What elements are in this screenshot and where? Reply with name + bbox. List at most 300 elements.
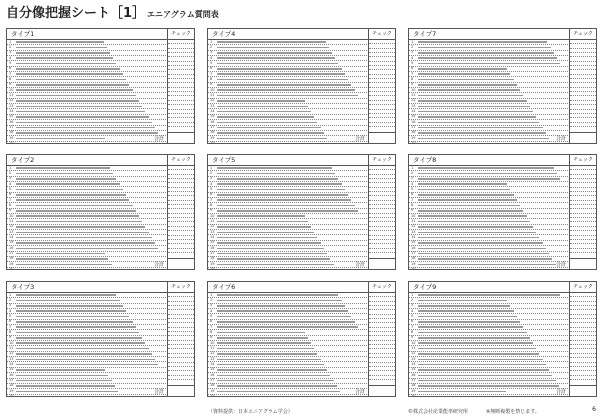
question-number: 2 (9, 170, 12, 175)
question-text-line (16, 178, 116, 180)
question-number: 1 (9, 292, 12, 297)
question-list (208, 293, 369, 397)
question-text-line (217, 194, 348, 196)
question-text-line (418, 332, 527, 334)
question-number: 6 (9, 66, 12, 71)
question-number: 11 (210, 345, 215, 350)
question-text-line (418, 264, 556, 266)
question-number: 3 (210, 50, 213, 55)
question-text-line (217, 210, 358, 212)
question-number: 5 (9, 60, 12, 65)
question-number: 12 (9, 351, 14, 356)
question-text-line (418, 215, 527, 217)
question-row (208, 268, 369, 270)
question-text-line (16, 310, 126, 312)
question-number: 5 (9, 186, 12, 191)
question-number: 13 (411, 103, 416, 108)
question-text-line (217, 167, 332, 169)
question-text-line (418, 89, 520, 91)
check-column-header: チェック (167, 282, 194, 292)
question-text-line (16, 89, 133, 91)
question-number: 20 (210, 394, 215, 397)
type-panel (207, 28, 396, 144)
question-number: 19 (411, 135, 416, 140)
question-text-line (418, 41, 547, 43)
question-number: 16 (210, 245, 215, 250)
total-label: 合計 (153, 136, 164, 142)
question-text-line (16, 385, 115, 387)
question-number: 12 (9, 98, 14, 103)
question-list (7, 40, 168, 144)
question-text-line (217, 173, 335, 175)
question-number: 18 (210, 383, 215, 388)
question-text-line (16, 253, 105, 255)
check-column (368, 293, 395, 386)
question-text-line (16, 111, 145, 113)
question-text-line (418, 189, 510, 191)
question-text-line (418, 95, 523, 97)
question-number: 13 (9, 229, 14, 234)
question-text-line (16, 116, 149, 118)
panel-type-name: タイプ7 (413, 30, 437, 38)
question-number: 1 (9, 39, 12, 44)
question-text-line (418, 79, 514, 81)
question-text-line (418, 316, 517, 318)
question-text-line (16, 237, 152, 239)
total-box[interactable] (569, 258, 596, 269)
question-text-line (217, 226, 311, 228)
question-list (208, 166, 369, 270)
question-number: 10 (411, 340, 416, 345)
question-text-line (217, 52, 332, 54)
question-number: 1 (9, 165, 12, 170)
question-number: 4 (9, 55, 12, 60)
question-text-line (217, 369, 327, 371)
question-text-line (418, 380, 556, 382)
panel-header (7, 282, 194, 293)
question-text-line (217, 106, 308, 108)
question-number: 10 (9, 87, 14, 92)
check-column (368, 40, 395, 133)
question-number: 7 (210, 324, 213, 329)
question-text-line (16, 173, 113, 175)
question-text-line (418, 143, 552, 144)
question-number: 7 (210, 71, 213, 76)
question-number: 18 (411, 130, 416, 135)
type-panel (207, 154, 396, 270)
question-text-line (16, 369, 105, 371)
question-number: 2 (411, 170, 414, 175)
question-number: 17 (411, 125, 416, 129)
total-label: 合計 (555, 389, 566, 395)
question-text-line (217, 100, 305, 102)
question-text-line (217, 364, 324, 366)
question-number: 3 (411, 50, 414, 55)
panel-type-name: タイプ9 (413, 283, 437, 291)
question-text-line (418, 253, 549, 255)
question-number: 4 (9, 308, 12, 313)
question-number: 15 (9, 114, 14, 119)
question-text-line (217, 232, 314, 234)
question-number: 3 (411, 176, 414, 181)
question-text-line (217, 116, 314, 118)
question-text-line (418, 167, 554, 169)
question-text-line (217, 79, 348, 81)
question-number: 3 (9, 176, 12, 181)
check-cell[interactable] (369, 249, 395, 253)
question-number: 8 (210, 76, 213, 81)
panel-header (409, 155, 596, 166)
panel-type-name: タイプ8 (413, 156, 437, 164)
question-list (208, 40, 369, 144)
question-number: 9 (411, 82, 414, 87)
check-cell[interactable] (570, 249, 596, 253)
question-number: 14 (411, 234, 416, 239)
question-text-line (16, 52, 110, 54)
question-number: 16 (9, 119, 14, 124)
question-number: 3 (9, 303, 12, 308)
question-number: 4 (411, 308, 414, 313)
question-row (409, 395, 570, 397)
question-number: 14 (411, 361, 416, 366)
question-text-line (16, 242, 155, 244)
question-row (208, 395, 369, 397)
question-list (409, 40, 570, 144)
question-text-line (418, 364, 546, 366)
question-number: 7 (9, 324, 12, 329)
question-text-line (418, 305, 510, 307)
type-panel (6, 154, 195, 270)
question-text-line (418, 106, 530, 108)
question-text-line (16, 199, 129, 201)
question-text-line (217, 89, 355, 91)
question-number: 20 (411, 141, 416, 144)
question-number: 1 (411, 292, 414, 297)
question-text-line (418, 321, 520, 323)
panel-header (208, 282, 395, 293)
question-number: 18 (9, 130, 14, 135)
question-number: 15 (210, 367, 215, 372)
footer-copyright: ©株式会社産業能率研究所 (408, 409, 469, 415)
question-text-line (418, 359, 543, 361)
question-text-line (418, 63, 560, 65)
question-number: 3 (210, 303, 213, 308)
type-panel (408, 154, 597, 270)
question-number: 18 (9, 383, 14, 388)
question-list (7, 166, 168, 270)
question-text-line (217, 253, 327, 255)
question-number: 6 (411, 66, 414, 71)
question-text-line (217, 63, 338, 65)
question-text-line (16, 41, 104, 43)
question-text-line (418, 294, 560, 296)
question-number: 8 (9, 76, 12, 81)
question-number: 17 (210, 125, 215, 129)
question-text-line (418, 173, 557, 175)
question-number: 7 (210, 197, 213, 202)
question-number: 16 (9, 372, 14, 377)
question-text-line (217, 242, 321, 244)
question-number: 6 (210, 319, 213, 324)
question-text-line (418, 310, 514, 312)
question-text-line (217, 300, 342, 302)
question-text-line (16, 391, 118, 393)
question-text-line (16, 84, 129, 86)
question-number: 12 (9, 224, 14, 229)
question-text-line (418, 57, 557, 59)
question-text-line (217, 237, 317, 239)
question-number: 14 (9, 108, 14, 113)
question-text-line (418, 132, 546, 134)
question-number: 9 (9, 335, 12, 340)
question-number: 8 (210, 329, 213, 334)
question-text-line (16, 167, 110, 169)
question-row (208, 142, 369, 144)
question-number: 13 (210, 356, 215, 361)
panel-type-name: タイプ6 (212, 283, 236, 291)
question-number: 16 (210, 119, 215, 124)
question-number: 9 (210, 82, 213, 87)
question-number: 8 (411, 76, 414, 81)
question-number: 7 (9, 71, 12, 76)
panel-type-name: タイプ3 (11, 283, 35, 291)
question-number: 8 (210, 202, 213, 207)
question-number: 15 (411, 240, 416, 245)
total-box[interactable] (167, 258, 194, 269)
check-column-header: チェック (569, 155, 596, 165)
question-text-line (217, 205, 355, 207)
total-box[interactable] (167, 385, 194, 396)
question-number: 7 (411, 324, 414, 329)
total-box[interactable] (167, 132, 194, 143)
question-text-line (217, 326, 358, 328)
question-text-line (217, 396, 343, 397)
type-panel (6, 281, 195, 397)
question-number: 13 (9, 356, 14, 361)
question-number: 1 (411, 39, 414, 44)
question-number: 6 (411, 192, 414, 197)
check-column-header: チェック (569, 282, 596, 292)
question-text-line (418, 194, 514, 196)
question-text-line (16, 205, 133, 207)
question-text-line (418, 337, 530, 339)
question-number: 8 (9, 202, 12, 207)
question-number: 7 (411, 197, 414, 202)
question-number: 10 (411, 87, 416, 92)
question-number: 19 (411, 261, 416, 266)
question-text-line (16, 326, 136, 328)
question-text-line (217, 380, 334, 382)
question-text-line (418, 391, 506, 393)
question-number: 11 (9, 218, 14, 223)
total-box[interactable] (569, 385, 596, 396)
question-text-line (217, 122, 317, 124)
question-number: 20 (9, 394, 14, 397)
question-text-line (16, 321, 133, 323)
question-text-line (418, 226, 533, 228)
question-text-line (217, 332, 305, 334)
check-cell[interactable] (369, 376, 395, 380)
question-text-line (418, 258, 552, 260)
question-text-line (16, 100, 139, 102)
question-text-line (16, 143, 108, 144)
check-column-header: チェック (368, 155, 395, 165)
question-number: 14 (9, 361, 14, 366)
panel-type-name: タイプ1 (11, 30, 35, 38)
question-number: 17 (210, 251, 215, 255)
question-number: 9 (411, 208, 414, 213)
question-text-line (217, 127, 321, 129)
question-number: 10 (210, 87, 215, 92)
question-number: 8 (9, 329, 12, 334)
question-number: 6 (9, 192, 12, 197)
question-row (409, 268, 570, 270)
question-text-line (16, 68, 120, 70)
total-label: 合計 (153, 389, 164, 395)
panel-header (7, 155, 194, 166)
check-cell[interactable] (570, 376, 596, 380)
panel-type-name: タイプ4 (212, 30, 236, 38)
check-column (569, 166, 596, 259)
question-number: 4 (210, 308, 213, 313)
question-number: 16 (411, 245, 416, 250)
question-number: 5 (411, 186, 414, 191)
question-text-line (16, 316, 129, 318)
question-text-line (217, 95, 358, 97)
question-text-line (16, 342, 145, 344)
question-number: 14 (210, 234, 215, 239)
question-text-line (217, 385, 337, 387)
question-number: 4 (411, 181, 414, 186)
question-number: 4 (9, 181, 12, 186)
question-text-line (16, 63, 116, 65)
question-text-line (16, 364, 158, 366)
total-box[interactable] (368, 258, 395, 269)
question-number: 13 (210, 229, 215, 234)
question-text-line (217, 68, 342, 70)
question-text-line (418, 248, 546, 250)
question-text-line (16, 95, 136, 97)
question-text-line (16, 132, 158, 134)
question-text-line (16, 396, 121, 397)
question-number: 10 (210, 340, 215, 345)
question-number: 2 (9, 297, 12, 302)
question-text-line (16, 127, 155, 129)
question-number: 11 (210, 92, 215, 97)
question-number: 15 (210, 240, 215, 245)
question-number: 5 (9, 313, 12, 318)
question-text-line (217, 111, 311, 113)
check-column (569, 40, 596, 133)
question-text-line (16, 210, 136, 212)
type-panel (207, 281, 396, 397)
question-number: 19 (9, 135, 14, 140)
question-number: 4 (210, 55, 213, 60)
check-cell[interactable] (168, 123, 194, 127)
question-number: 5 (411, 60, 414, 65)
question-text-line (217, 258, 330, 260)
question-text-line (418, 47, 551, 49)
question-number: 16 (210, 372, 215, 377)
question-number: 20 (411, 394, 416, 397)
check-column-header: チェック (167, 29, 194, 39)
check-cell[interactable] (168, 249, 194, 253)
question-number: 7 (9, 197, 12, 202)
check-cell[interactable] (570, 123, 596, 127)
question-number: 13 (210, 103, 215, 108)
question-number: 15 (9, 240, 14, 245)
footer-notice: ※無断複製を禁じます。 (486, 409, 540, 415)
question-text-line (418, 385, 559, 387)
question-number: 9 (9, 82, 12, 87)
question-number: 20 (9, 267, 14, 270)
question-text-line (16, 47, 107, 49)
total-label: 合計 (555, 136, 566, 142)
question-number: 6 (411, 319, 414, 324)
question-number: 2 (210, 170, 213, 175)
question-number: 18 (411, 383, 416, 388)
question-number: 5 (210, 186, 213, 191)
question-text-line (418, 237, 539, 239)
question-text-line (16, 189, 123, 191)
question-number: 15 (411, 367, 416, 372)
question-number: 19 (210, 261, 215, 266)
panel-header (409, 29, 596, 40)
total-box[interactable] (368, 132, 395, 143)
question-text-line (217, 264, 334, 266)
total-box[interactable] (368, 385, 395, 396)
question-number: 18 (411, 256, 416, 261)
check-column (167, 40, 194, 133)
question-text-line (217, 84, 351, 86)
question-number: 14 (9, 234, 14, 239)
question-text-line (217, 375, 330, 377)
panel-type-name: タイプ2 (11, 156, 35, 164)
question-text-line (217, 391, 340, 393)
question-number: 15 (210, 114, 215, 119)
question-text-line (16, 138, 105, 140)
question-text-line (418, 52, 554, 54)
page-title (6, 2, 219, 21)
question-number: 16 (411, 372, 416, 377)
check-cell[interactable] (168, 376, 194, 380)
question-number: 14 (210, 108, 215, 113)
page-number: 6 (592, 406, 596, 413)
panel-header (208, 29, 395, 40)
check-cell[interactable] (369, 123, 395, 127)
question-text-line (217, 359, 321, 361)
question-number: 10 (9, 213, 14, 218)
question-text-line (418, 68, 507, 70)
question-row (7, 395, 168, 397)
question-text-line (16, 305, 123, 307)
question-text-line (418, 183, 507, 185)
question-text-line (16, 264, 112, 266)
question-text-line (16, 300, 120, 302)
total-box[interactable] (569, 132, 596, 143)
question-number: 5 (210, 313, 213, 318)
question-list (409, 293, 570, 397)
question-text-line (418, 369, 549, 371)
question-text-line (16, 221, 142, 223)
question-text-line (418, 199, 517, 201)
question-text-line (217, 199, 351, 201)
question-number: 12 (411, 224, 416, 229)
question-number: 6 (210, 66, 213, 71)
question-number: 4 (411, 55, 414, 60)
question-number: 1 (210, 292, 213, 297)
title-main: 自分像把握シート［1］ (6, 6, 146, 21)
